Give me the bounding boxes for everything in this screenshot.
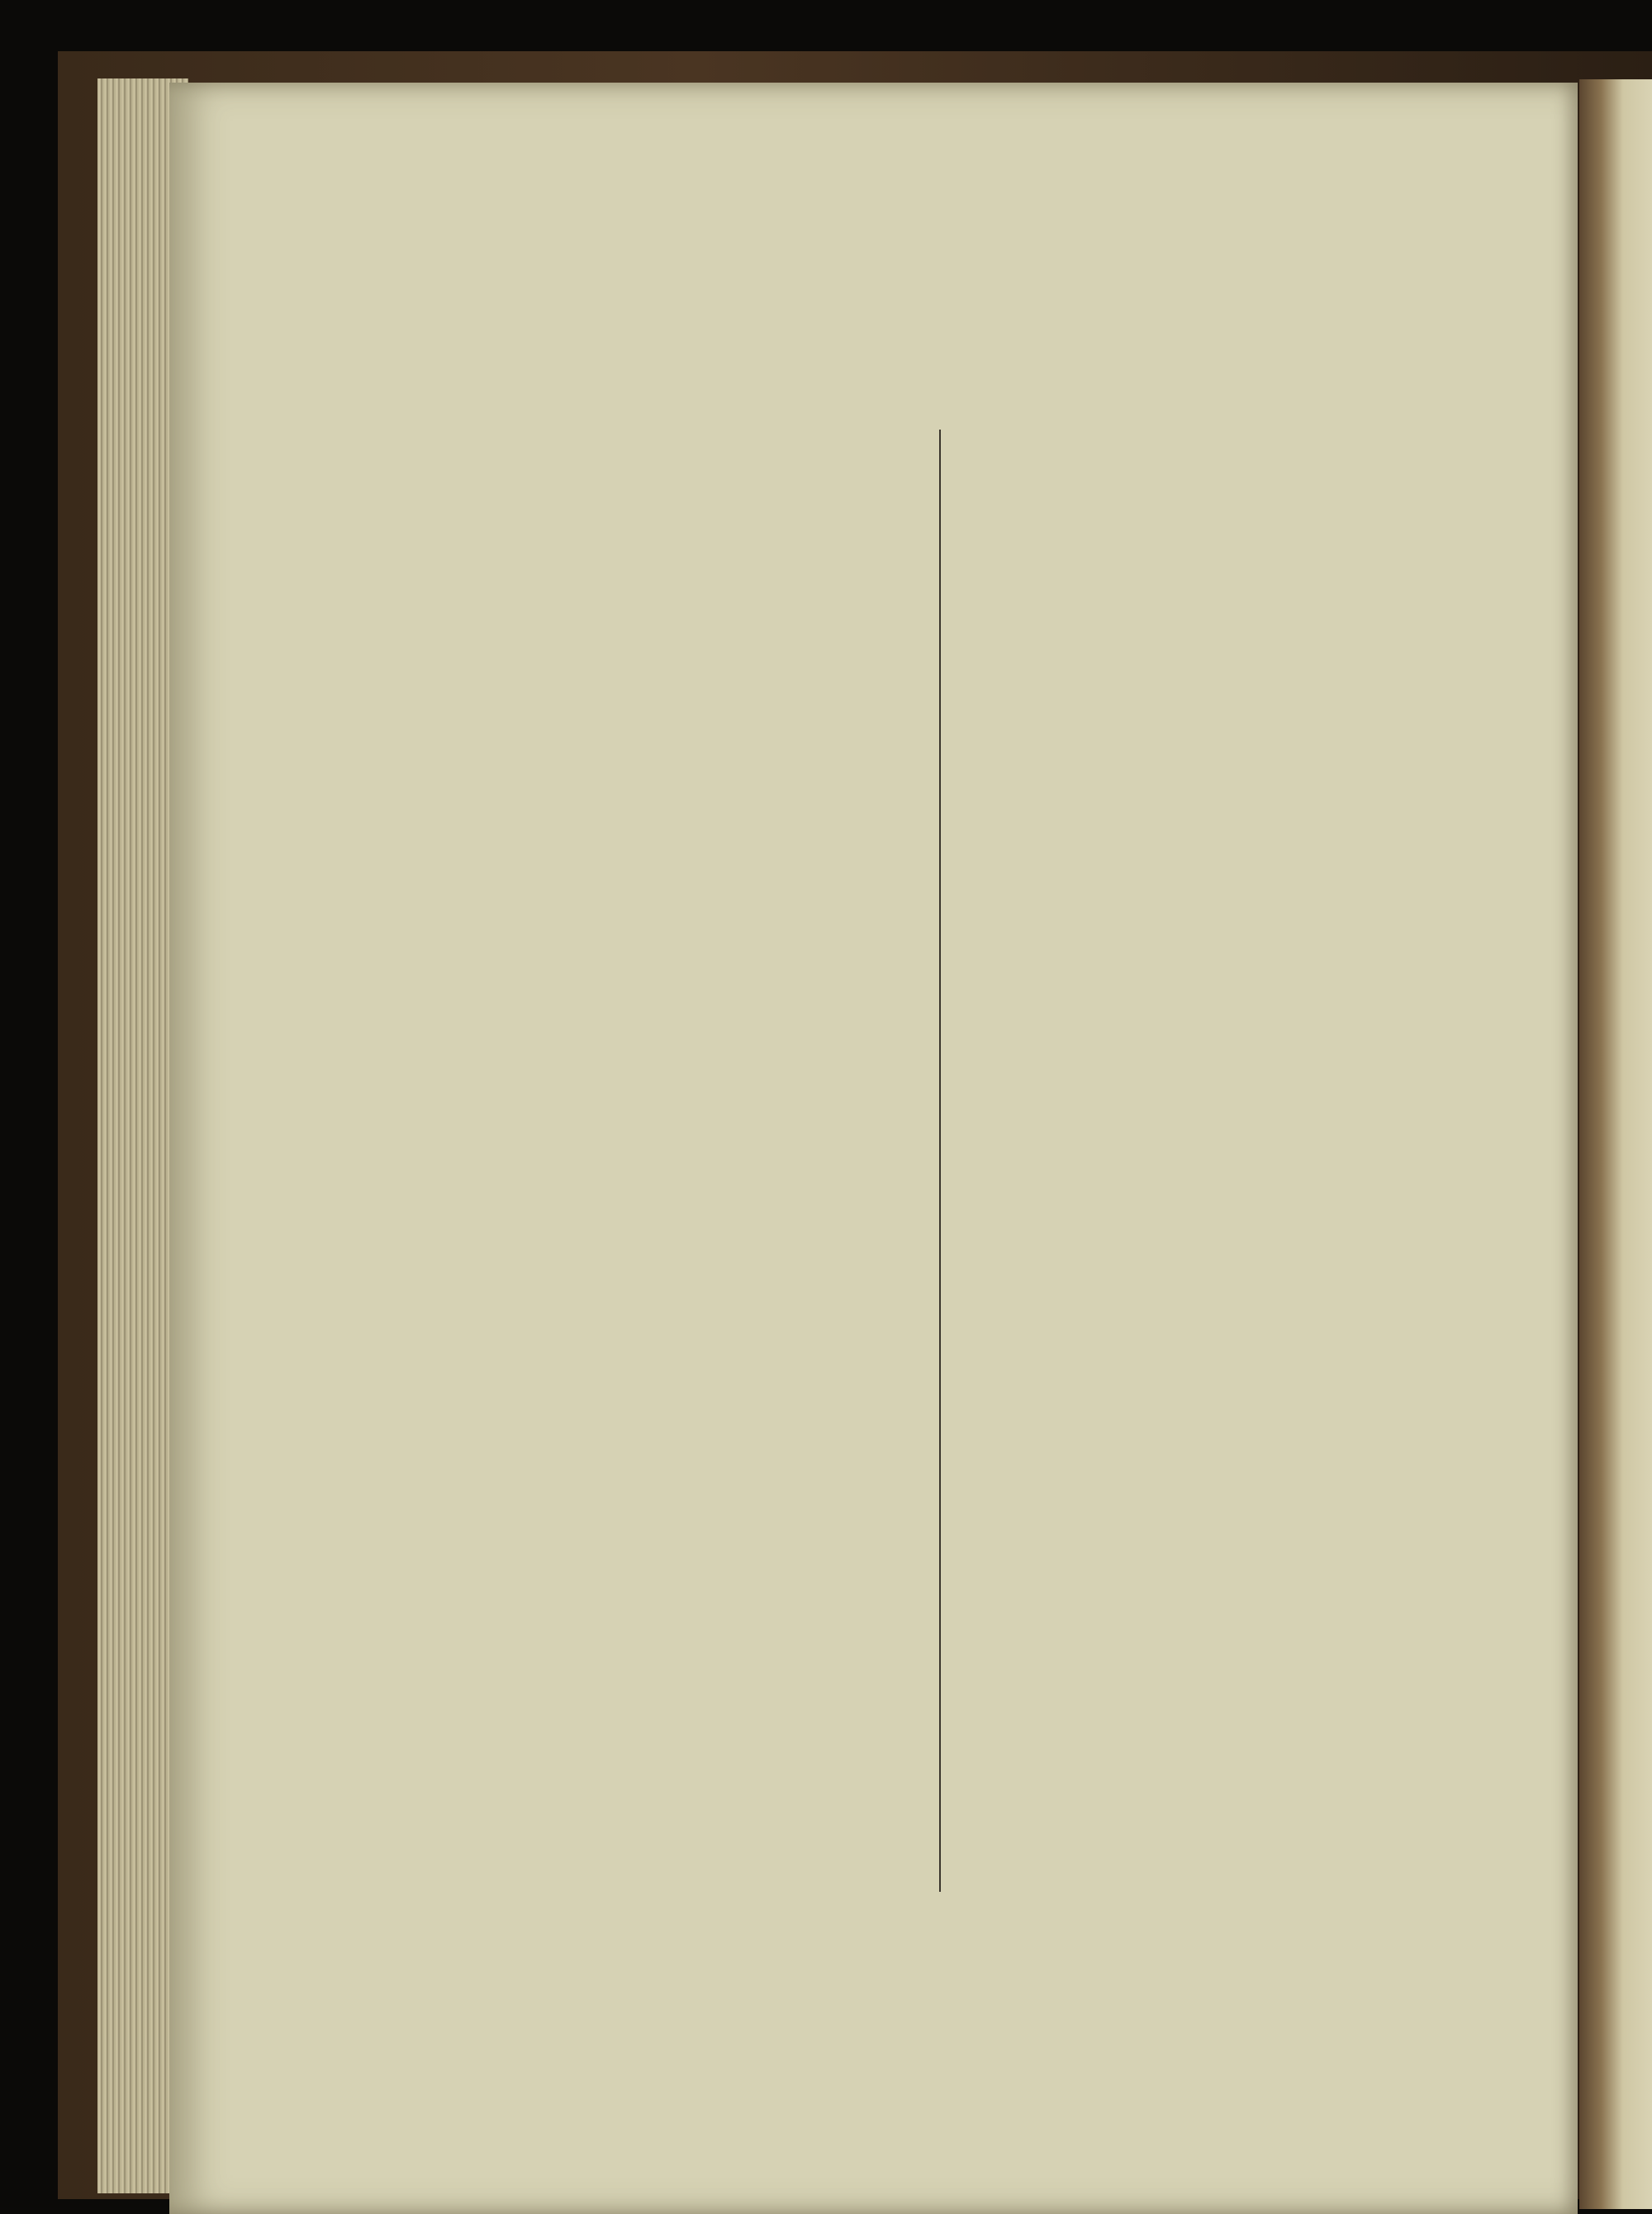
book-page xyxy=(169,83,1578,2214)
column-divider xyxy=(939,430,941,1892)
facing-page-edge xyxy=(1579,79,1652,2209)
